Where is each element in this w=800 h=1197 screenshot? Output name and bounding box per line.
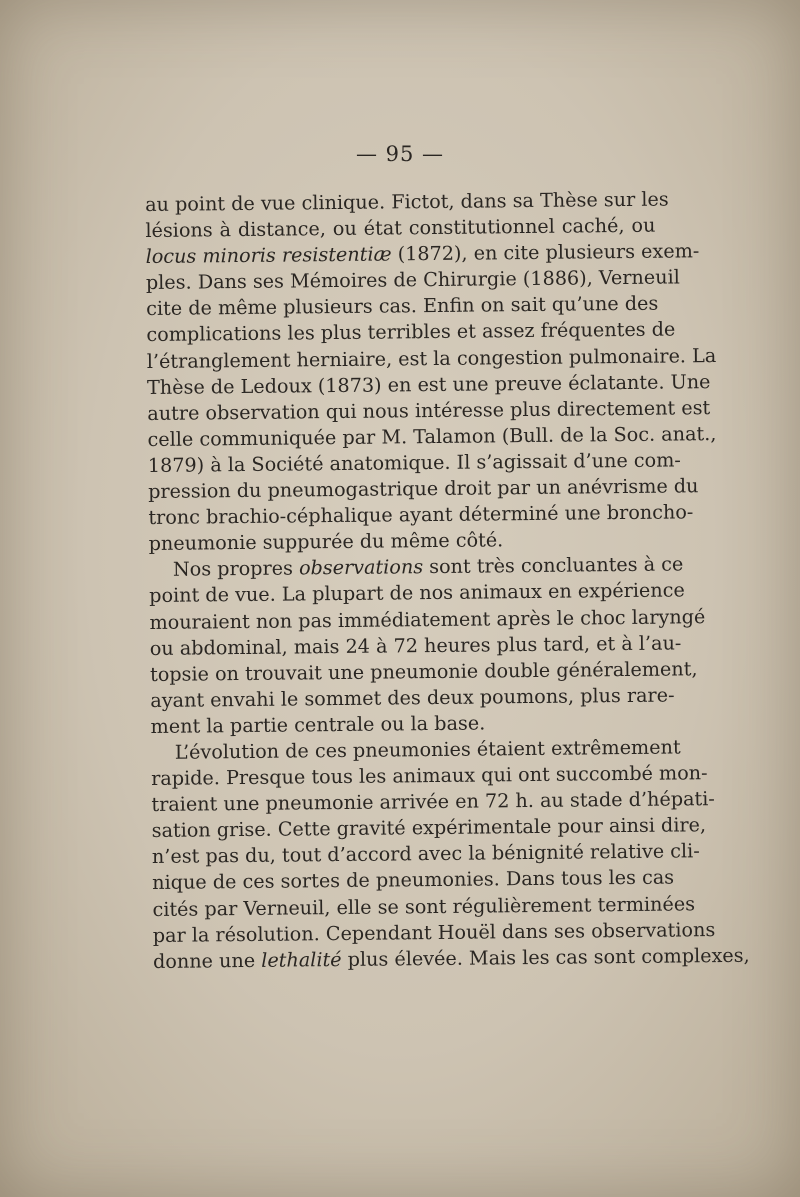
- text-segment: au point de vue clinique. Fictot, dans sa Thèse sur les: [145, 187, 669, 216]
- text-segment: Nos propres: [172, 556, 300, 582]
- text-segment: topsie on trouvait une pneumonie double généralement,: [149, 656, 698, 686]
- text-segment: pneumonie suppurée du même côté.: [148, 528, 504, 556]
- body-text: [145, 187, 750, 975]
- text-segment: point de vue. La plupart de nos animaux en expérience: [149, 578, 685, 608]
- text-segment: ayant envahi le sommet des deux poumons, plus rare-: [150, 683, 675, 712]
- text-segment: l’étranglement herniaire, est la congestion pulmonaire. La: [146, 343, 717, 373]
- text-segment: n’est pas du, tout d’accord avec la bénignité relative cli-: [151, 839, 700, 869]
- text-segment: lésions à distance, ou état constitutionnel caché, ou: [145, 213, 656, 243]
- text-segment: autre observation qui nous intéresse plus directement est: [147, 395, 711, 425]
- text-segment: mouraient non pas immédiatement après le choc laryngé: [149, 604, 706, 634]
- text-segment: cite de même plusieurs cas. Enfin on sait qu’une des: [146, 292, 659, 321]
- text-line: [152, 943, 750, 974]
- text-segment: sation grise. Cette gravité expérimentale pour ainsi dire,: [151, 813, 707, 843]
- text-segment: sont très concluantes à ce: [422, 552, 684, 579]
- text-segment: pression du pneumogastrique droit par un anévrisme du: [148, 474, 699, 504]
- text-segment: (1872), en cite plusieurs exem-: [391, 239, 700, 266]
- italic-text: lethalité: [261, 947, 342, 972]
- page-number: — 95 —: [355, 142, 445, 166]
- text-segment: Thèse de Ledoux (1873) en est une preuve éclatante. Une: [146, 369, 711, 399]
- italic-text: observations: [298, 555, 424, 580]
- text-segment: rapide. Presque tous les animaux qui ont succombé mon-: [151, 761, 708, 791]
- text-segment: donne une: [152, 948, 262, 973]
- text-segment: nique de ces sortes de pneumonies. Dans tous les cas: [152, 865, 675, 895]
- text-segment: traient une pneumonie arrivée en 72 h. au stade d’hépati-: [151, 787, 715, 817]
- text-segment: L’évolution de ces pneumonies étaient extrêmement: [174, 735, 681, 764]
- text-segment: tronc brachio-céphalique ayant déterminé une broncho-: [148, 500, 694, 530]
- text-segment: ou abdominal, mais 24 à 72 heures plus tard, et à l’au-: [149, 631, 682, 660]
- text-segment: plus élevée. Mais les cas sont complexes,: [341, 943, 750, 971]
- text-segment: celle communiquée par M. Talamon (Bull. de la Soc. anat.,: [147, 421, 717, 451]
- italic-text: locus minoris resistentiæ: [145, 242, 392, 269]
- text-segment: cités par Verneuil, elle se sont régulièrement terminées: [152, 891, 696, 921]
- text-segment: complications les plus terribles et assez fréquentes de: [146, 317, 676, 347]
- text-line: [150, 682, 675, 713]
- text-segment: par la résolution. Cependant Houël dans ses observations: [152, 917, 716, 947]
- text-segment: ples. Dans ses Mémoires de Chirurgie (1886), Verneuil: [145, 265, 680, 295]
- text-segment: ment la partie centrale ou la base.: [150, 711, 486, 738]
- text-segment: 1879) à la Société anatomique. Il s’agissait d’une com-: [147, 448, 681, 477]
